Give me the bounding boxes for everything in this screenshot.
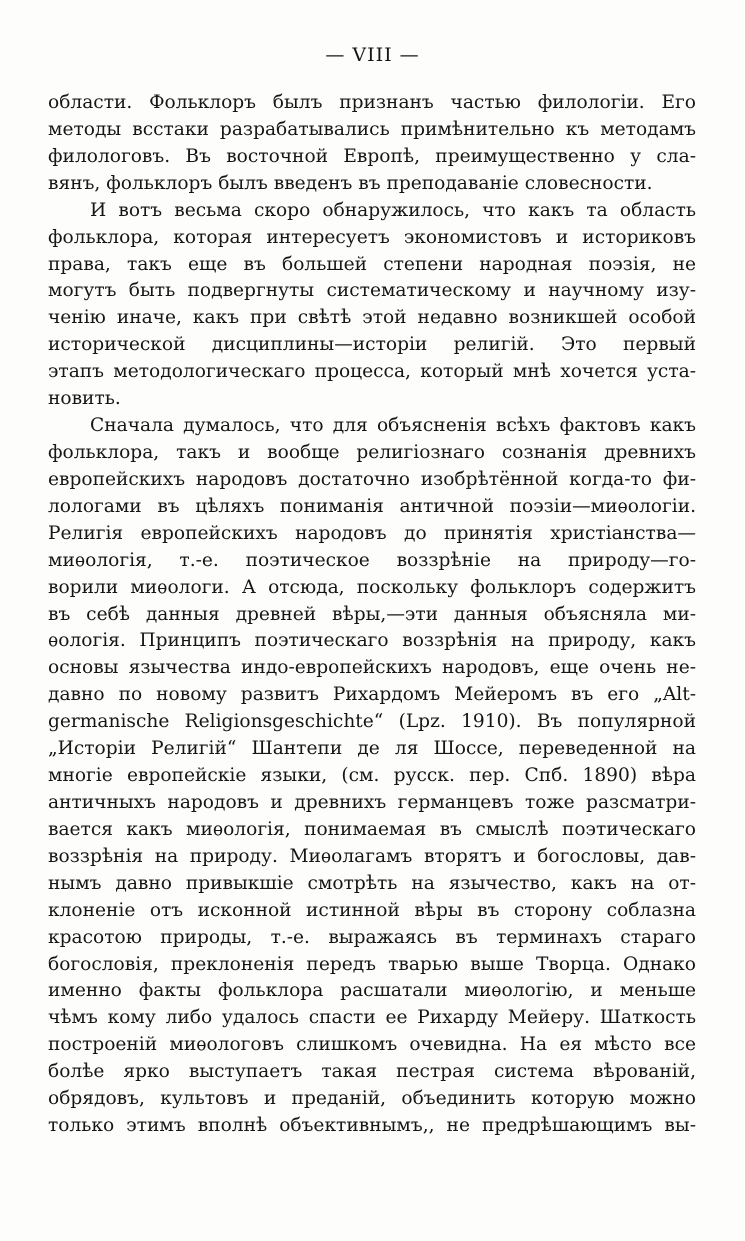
text-line: Религія европейскихъ народовъ до принятія христіанства— bbox=[48, 522, 696, 544]
text-line: фольклора, такъ и вообще религіознаго сознанія древнихъ bbox=[48, 441, 696, 463]
text-line: ѳологія. Принципъ поэтическаго воззрѣнія на природу, какъ bbox=[48, 630, 696, 652]
text-line: фольклора, которая интересуетъ экономистовъ и историковъ bbox=[48, 226, 696, 248]
text-line: этапъ методологическаго процесса, который мнѣ хочется уста- bbox=[48, 361, 696, 383]
text-line: красотою природы, т.-е. выражаясь въ терминахъ стараго bbox=[48, 926, 696, 948]
text-line: вается какъ миѳологія, понимаемая въ смыслѣ поэтическаго bbox=[48, 818, 696, 840]
text-line: ченію иначе, какъ при свѣтѣ этой недавно возникшей особой bbox=[48, 307, 696, 329]
text-line: воззрѣнія на природу. Миѳолагамъ вторятъ и богословы, дав- bbox=[48, 845, 696, 867]
text-line: лологами въ цѣляхъ пониманія античной поэзіи—миѳологіи. bbox=[48, 495, 696, 517]
text-line: въ себѣ данныя древней вѣры,—эти данныя объясняла ми- bbox=[48, 603, 696, 625]
text-line: основы язычества индо-европейскихъ народовъ, еще очень не- bbox=[48, 657, 696, 679]
text-line: исторической дисциплины—исторіи религій. Это первый bbox=[48, 334, 696, 356]
text-line: филологовъ. Въ восточной Европѣ, преимущественно у сла- bbox=[48, 145, 696, 167]
text-line: богословія, преклоненія передъ тварью выше Творца. Однако bbox=[48, 953, 696, 975]
text-line: методы всстаки разрабатывались примѣнительно къ методамъ bbox=[48, 118, 696, 140]
text-line: многіе европейскіе языки, (см. русск. пер. Спб. 1890) вѣра bbox=[48, 765, 696, 787]
text-line: И вотъ весьма скоро обнаружилось, что какъ та область bbox=[90, 199, 696, 221]
body-text bbox=[48, 90, 696, 1140]
paragraph bbox=[48, 413, 696, 1140]
text-line: могутъ быть подвергнуты систематическому и научному изу- bbox=[48, 280, 696, 302]
text-line: права, такъ еще въ большей степени народная поэзія, не bbox=[48, 253, 696, 275]
running-head-page-number: — VIII — bbox=[325, 44, 420, 66]
text-line: области. Фольклоръ былъ признанъ частью филологіи. Его bbox=[48, 92, 696, 113]
text-line: вянъ, фольклоръ былъ введенъ въ преподаваніе словесности. bbox=[48, 172, 653, 194]
text-line: только этимъ вполнѣ объективнымъ,, не предрѣшающимъ вы- bbox=[48, 1115, 696, 1137]
text-line: germanische Religionsgeschichte“ (Lpz. 1910). Въ популярной bbox=[48, 711, 696, 733]
text-line: Сначала думалось, что для объясненія всѣхъ фактовъ какъ bbox=[90, 415, 696, 437]
text-line: „Исторіи Религій“ Шантепи де ля Шоссе, переведенной на bbox=[48, 738, 696, 760]
text-line: миѳологія, т.-е. поэтическое воззрѣніе на природу—го- bbox=[48, 549, 696, 571]
text-line: давно по новому развитъ Рихардомъ Мейеромъ въ его „Alt- bbox=[48, 684, 696, 706]
text-line: античныхъ народовъ и древнихъ германцевъ тоже разсматри- bbox=[48, 791, 696, 813]
text-line: обрядовъ, культовъ и преданій, объединить которую можно bbox=[48, 1088, 696, 1110]
text-line: чѣмъ кому либо удалось спасти ее Рихарду Мейеру. Шаткость bbox=[48, 1007, 696, 1029]
text-line: нымъ давно привыкшіе смотрѣть на язычество, какъ на от- bbox=[48, 872, 696, 894]
text-line: именно факты фольклора расшатали миѳологію, и меньше bbox=[48, 980, 696, 1002]
paragraph bbox=[48, 198, 696, 413]
text-line: ворили миѳологи. А отсюда, поскольку фольклоръ содержитъ bbox=[48, 576, 696, 598]
text-line: построеній миѳологовъ слишкомъ очевидна. На ея мѣсто все bbox=[48, 1034, 696, 1056]
text-line: новить. bbox=[48, 388, 121, 410]
text-line: болѣе ярко выступаетъ такая пестрая система вѣрованій, bbox=[48, 1061, 696, 1083]
paragraph bbox=[48, 90, 696, 198]
text-line: клоненіе отъ исконной истинной вѣры въ сторону соблазна bbox=[48, 899, 696, 921]
text-line: европейскихъ народовъ достаточно изобрѣтённой когда-то фи- bbox=[48, 468, 696, 490]
